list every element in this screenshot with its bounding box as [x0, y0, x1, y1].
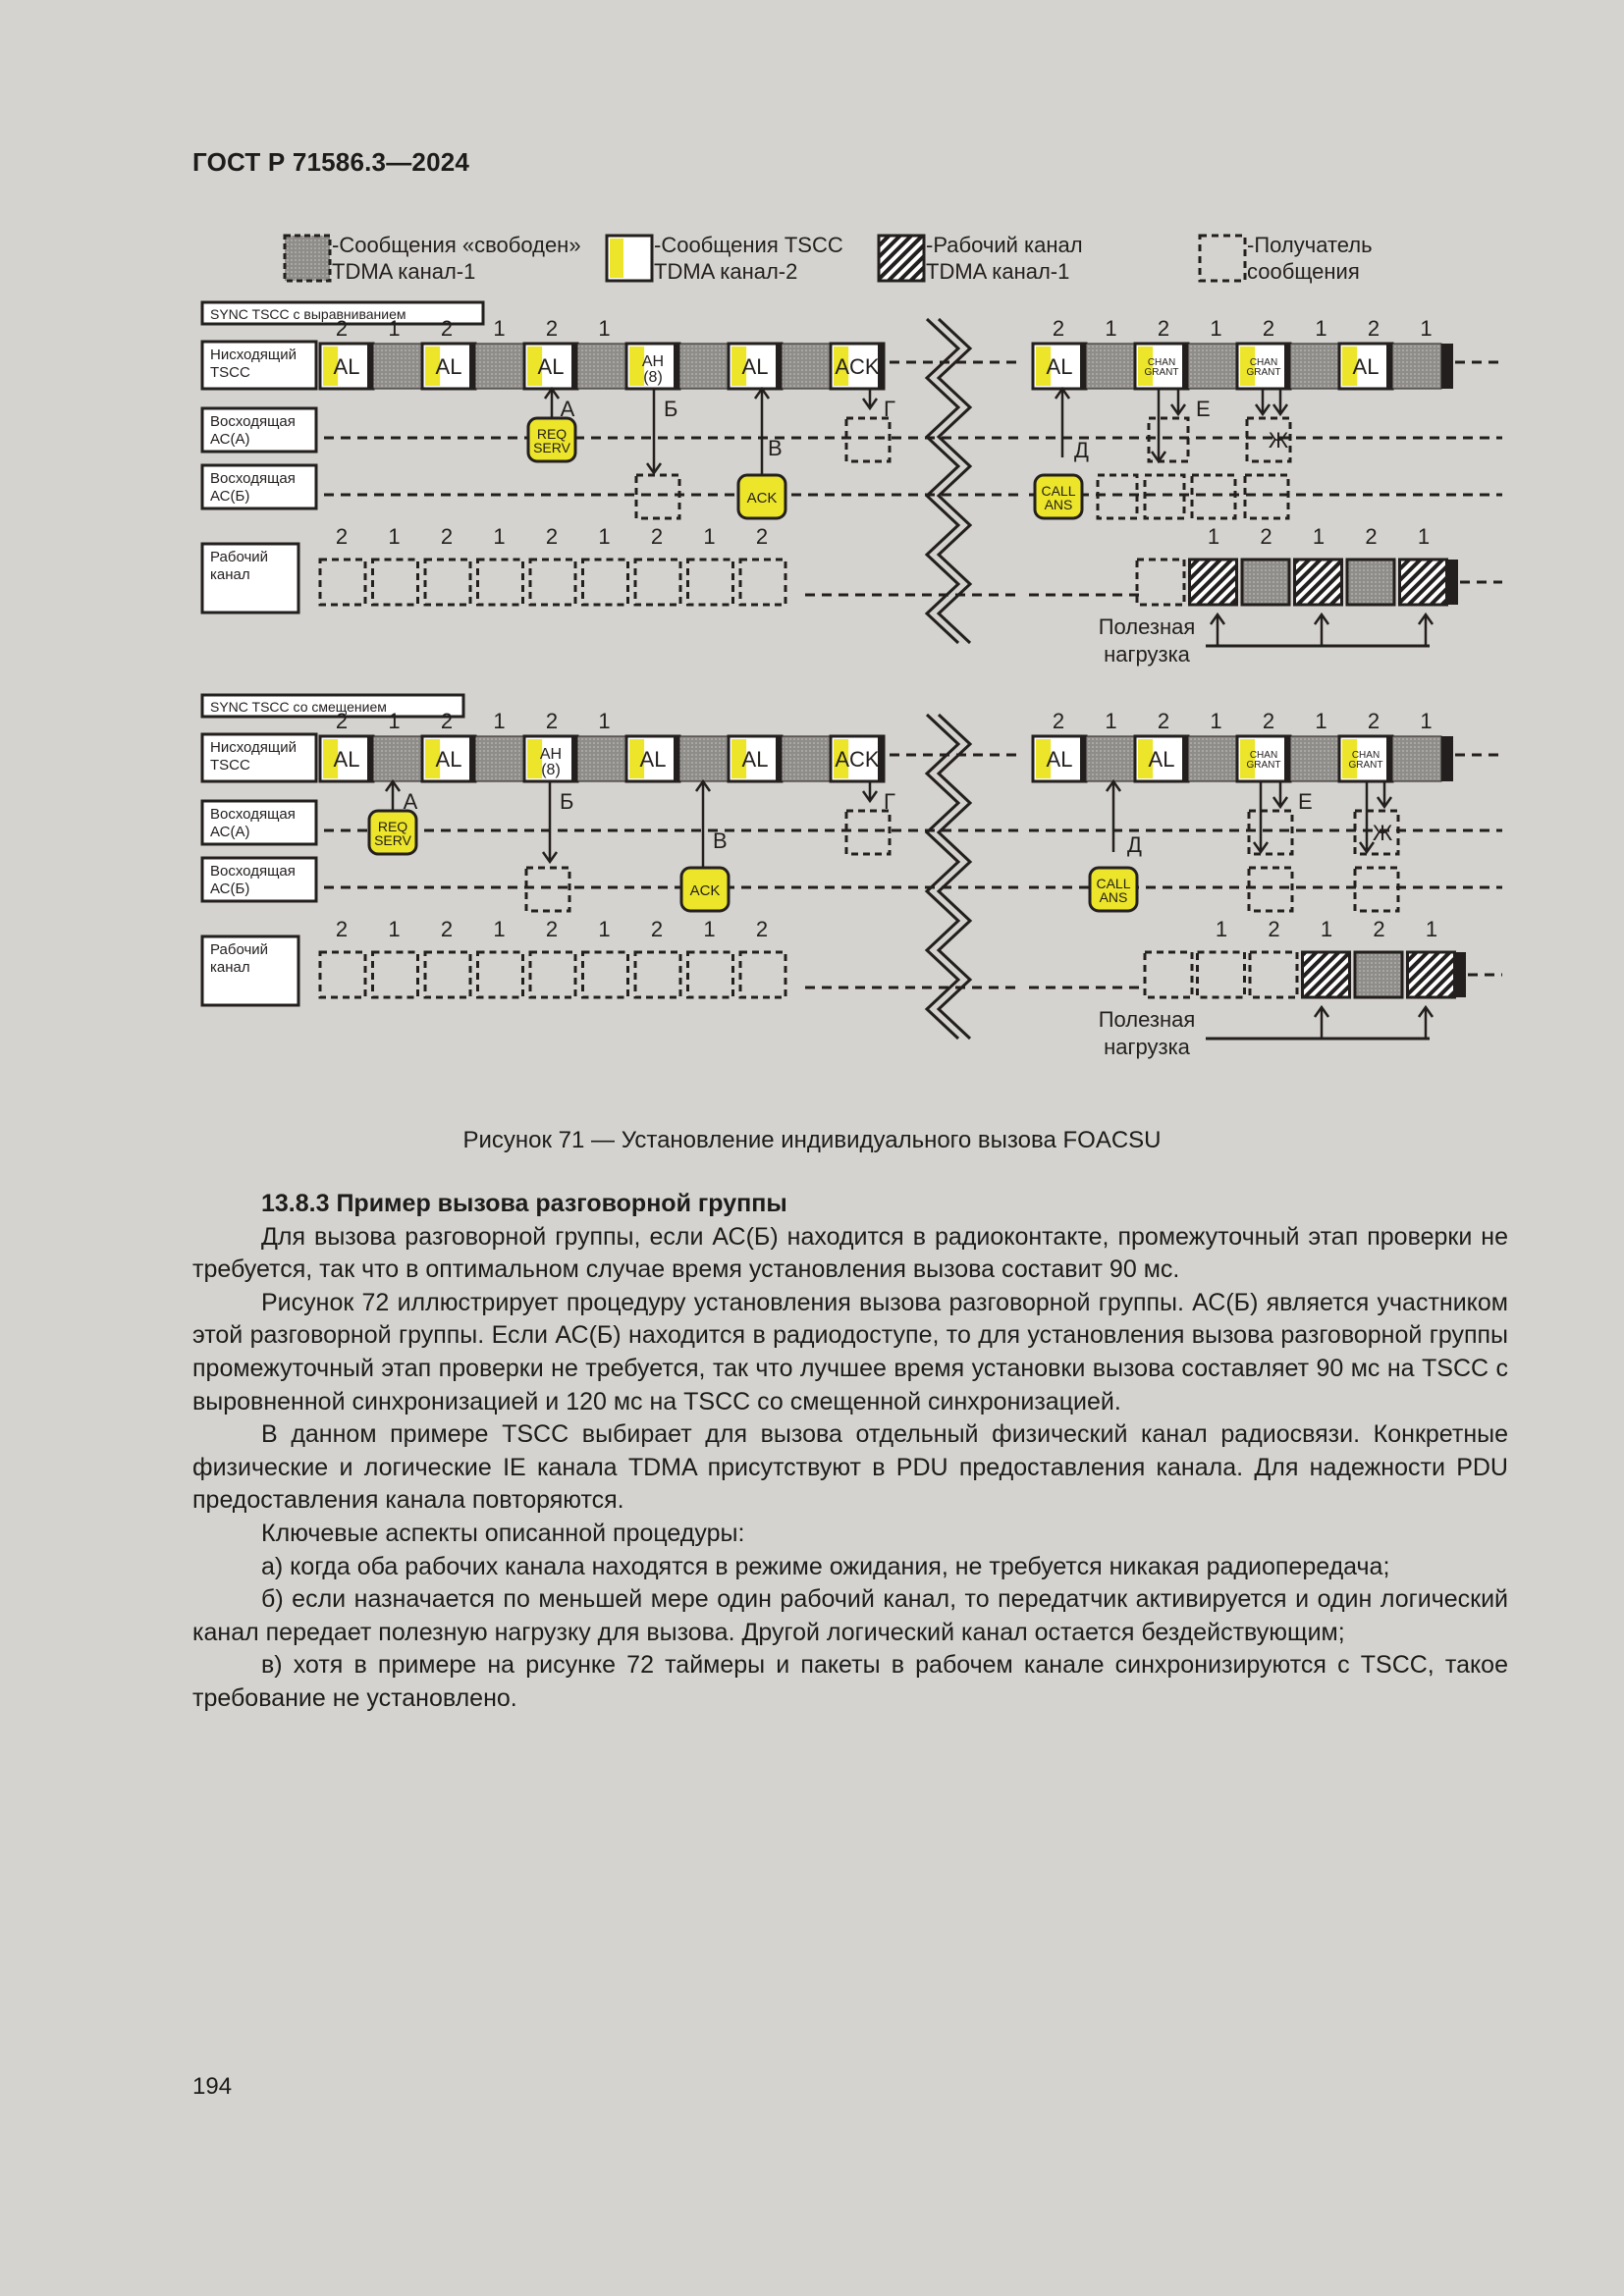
idle-slot	[782, 736, 831, 781]
row-label-uplink-a	[202, 801, 316, 844]
slot-label: AL	[537, 354, 565, 379]
downlink-message-slot	[1135, 344, 1188, 389]
row-label-text: Нисходящий	[210, 739, 298, 756]
downlink-message-slot	[729, 736, 782, 781]
slot-number: 1	[493, 524, 506, 549]
slot-number: 2	[1262, 709, 1275, 733]
recipient-slot	[1355, 868, 1398, 911]
slot-label: CHAN GRANT	[1144, 357, 1179, 378]
document-id: ГОСТ Р 71586.3—2024	[192, 147, 470, 177]
legend-line: TDMA канал-1	[332, 259, 476, 284]
downlink-message-slot	[831, 736, 884, 781]
paragraph: В данном примере TSCC выбирает для вызова отдельный физический канал радиосвязи. Конкретные физические и логические IE канала TDMA присутствуют в PDU предоставления канала. Для надежности PDU предоставления канала повторяются.	[192, 1420, 1508, 1515]
slot-edge	[1080, 736, 1086, 781]
idle-slot	[1392, 736, 1441, 781]
row-label-text: Восходящая	[210, 863, 296, 880]
slot-number: 2	[1052, 316, 1065, 341]
row-label-traffic	[202, 936, 298, 1005]
slot-number: 1	[1105, 316, 1117, 341]
slot-number: 1	[1420, 709, 1433, 733]
traffic-burst	[1190, 560, 1237, 605]
idle-message-icon	[285, 236, 330, 281]
traffic-burst	[1408, 952, 1455, 997]
payload-text: нагрузка	[1104, 642, 1190, 667]
traffic-burst	[1295, 560, 1342, 605]
slot-number: 2	[335, 524, 349, 549]
row-label-uplink-a	[202, 408, 316, 452]
legend-line: -Сообщения «свободен»	[332, 233, 581, 257]
slot-number: 1	[388, 316, 401, 341]
downlink-message-slot	[729, 344, 782, 389]
traffic-slot	[1250, 952, 1297, 997]
downlink-message-slot	[1339, 344, 1392, 389]
slot-number: 1	[598, 709, 611, 733]
slot-number: 2	[650, 917, 664, 941]
idle-slot	[679, 344, 729, 389]
traffic-slot	[478, 560, 523, 605]
traffic-slot	[425, 952, 470, 997]
idle-slot	[782, 344, 831, 389]
slot-label: AL	[435, 747, 462, 772]
slot-number: 1	[1215, 917, 1228, 941]
legend-line: сообщения	[1247, 259, 1360, 284]
recipient-slot	[526, 868, 569, 911]
message-recipient-icon	[1200, 236, 1245, 281]
slot-number: 1	[388, 524, 401, 549]
slot-number: 1	[1105, 709, 1117, 733]
slot-edge	[367, 344, 373, 389]
row-label-text: Рабочий	[210, 549, 269, 565]
title-text: SYNC TSCC с выравниванием	[210, 306, 406, 322]
traffic-slot	[583, 952, 628, 997]
slot-label: AL	[741, 354, 769, 379]
list-item: б) если назначается по меньшей мере один рабочий канал, то передатчик активируется и один логический канал передает полезную нагрузку для вызова. Другой логический канал остается бездействующим;	[192, 1585, 1508, 1646]
slot-label: AH (8)	[641, 353, 665, 386]
slot-number: 2	[650, 524, 664, 549]
downlink-message-slot	[320, 344, 373, 389]
idle-slot	[1188, 736, 1237, 781]
traffic-slot	[530, 952, 575, 997]
recipient-slot	[1249, 868, 1292, 911]
ack-message	[681, 868, 729, 911]
row-label-text: АС(А)	[210, 431, 250, 448]
slot-number: 2	[1373, 917, 1385, 941]
slot-number: 1	[388, 709, 401, 733]
downlink-message-slot	[1033, 736, 1086, 781]
slot-number: 1	[493, 709, 506, 733]
downlink-message-slot	[1033, 344, 1086, 389]
paragraph: Рисунок 72 иллюстрирует процедуру установления вызова разговорной группы. АС(Б) является участником этой разговорной группы. Если АС(Б) находится в радиодоступе, то для установления вызова разговорной группы промежуточный этап проверки не требуется, так что лучшее время установки вызова составляет 90 мс на TSCC с выровненной синхронизацией и 120 мс на TSCC со смещенной синхронизацией.	[192, 1288, 1508, 1415]
slot-number: 2	[335, 917, 349, 941]
downlink-message-slot	[422, 736, 475, 781]
slot-number: 2	[440, 524, 454, 549]
idle-slot	[1347, 560, 1394, 605]
idle-slot	[475, 344, 524, 389]
slot-number: 1	[1425, 917, 1438, 941]
slot-number: 2	[1262, 316, 1275, 341]
traffic-slot	[1137, 560, 1184, 605]
slot-edge	[469, 344, 475, 389]
payload-text: Полезная	[1098, 1007, 1196, 1032]
row-label-text: АС(Б)	[210, 488, 250, 505]
page-number: 194	[192, 2073, 233, 2100]
idle-slot	[1086, 736, 1135, 781]
slot-edge	[674, 344, 679, 389]
arrow-letter: Б	[664, 397, 678, 421]
figure-caption: Рисунок 71 — Установление индивидуального вызова FOACSU	[462, 1127, 1162, 1153]
downlink-message-slot	[626, 736, 679, 781]
slot-edge	[1441, 344, 1453, 389]
slot-number: 1	[1312, 524, 1326, 549]
downlink-message-slot	[1135, 736, 1188, 781]
payload-text: Полезная	[1098, 614, 1196, 639]
slot-number: 2	[335, 316, 349, 341]
slot-number: 2	[545, 316, 559, 341]
traffic-channel-icon	[879, 236, 924, 281]
slot-label: AH (8)	[539, 746, 563, 778]
tscc-message-icon	[607, 236, 652, 281]
recipient-slot	[1192, 475, 1235, 518]
slot-number: 1	[703, 524, 716, 549]
slot-label: CHAN GRANT	[1246, 750, 1281, 771]
downlink-message-slot	[1339, 736, 1392, 781]
slot-edge	[469, 736, 475, 781]
slot-label: AL	[435, 354, 462, 379]
traffic-slot	[373, 952, 418, 997]
row-label-traffic	[202, 544, 298, 613]
slot-edge	[1454, 952, 1466, 997]
list-item: а) когда оба рабочих канала находятся в режиме ожидания, не требуется никакая радиопередача;	[261, 1552, 1390, 1580]
icon-marker	[610, 239, 623, 278]
section-title: 13.8.3 Пример вызова разговорной группы	[261, 1190, 787, 1217]
arrow-letter: А	[403, 789, 418, 814]
slot-number: 1	[703, 917, 716, 941]
slot-number: 2	[1365, 524, 1378, 549]
slot-number: 2	[335, 709, 349, 733]
slot-edge	[1446, 560, 1458, 605]
arrow-letter: Д	[1127, 832, 1142, 857]
message-label: ACK	[689, 882, 721, 899]
req-serv-message	[528, 418, 575, 461]
row-label-uplink-b	[202, 465, 316, 508]
slot-number: 2	[545, 524, 559, 549]
slot-edge	[1080, 344, 1086, 389]
legend-item	[1200, 233, 1373, 284]
legend-item	[607, 233, 843, 284]
row-label-text: Нисходящий	[210, 347, 298, 363]
payload-label	[1099, 1007, 1196, 1059]
message-label: CALL ANS	[1096, 876, 1131, 905]
slot-label: AL	[1046, 747, 1073, 772]
downlink-message-slot	[320, 736, 373, 781]
idle-slot	[1188, 344, 1237, 389]
row-label-text: Восходящая	[210, 413, 296, 430]
slot-edge	[1182, 736, 1188, 781]
traffic-slot	[740, 952, 785, 997]
legend-line: -Рабочий канал	[926, 233, 1083, 257]
row-label-text: TSCC	[210, 757, 250, 774]
row-label-text: Восходящая	[210, 470, 296, 487]
slot-number: 2	[1268, 917, 1280, 941]
paragraph: Для вызова разговорной группы, если АС(Б) находится в радиоконтакте, промежуточный этап проверки не требуется, так что в оптимальном случае время установления вызова составит 90 мс.	[192, 1222, 1508, 1284]
slot-number: 1	[1417, 524, 1431, 549]
traffic-slot	[688, 952, 733, 997]
slot-label: AL	[333, 747, 360, 772]
body-text	[192, 1188, 1508, 1716]
downlink-message-slot	[524, 736, 577, 781]
traffic-slot	[583, 560, 628, 605]
downlink-message-slot	[422, 344, 475, 389]
slot-label: CHAN GRANT	[1246, 357, 1281, 378]
traffic-slot	[635, 560, 680, 605]
downlink-message-slot	[831, 344, 884, 389]
arrow-letter: Б	[560, 789, 574, 814]
row-label-text: Восходящая	[210, 806, 296, 823]
idle-slot	[1392, 344, 1441, 389]
downlink-message-slot	[1237, 736, 1290, 781]
req-serv-message	[369, 811, 416, 854]
call-ans-message	[1090, 868, 1137, 911]
call-ans-message	[1035, 475, 1082, 518]
row-label-text: Рабочий	[210, 941, 269, 958]
idle-slot	[475, 736, 524, 781]
idle-slot	[1242, 560, 1289, 605]
slot-number: 1	[1207, 524, 1220, 549]
slot-number: 2	[440, 709, 454, 733]
slot-number: 1	[388, 917, 401, 941]
message-label: REQ SERV	[374, 819, 411, 848]
slot-edge	[571, 344, 577, 389]
downlink-message-slot	[1237, 344, 1290, 389]
slot-label: ACK	[835, 354, 880, 379]
recipient-slot	[1145, 475, 1184, 518]
slot-number: 2	[1367, 316, 1380, 341]
legend-item	[879, 233, 1083, 284]
traffic-burst	[1303, 952, 1350, 997]
recipient-slot	[846, 418, 890, 461]
slot-number: 2	[1157, 316, 1170, 341]
row-label-downlink	[202, 342, 316, 389]
downlink-message-slot	[626, 344, 679, 389]
slot-number: 1	[1210, 316, 1222, 341]
message-label: CALL ANS	[1041, 483, 1076, 512]
idle-slot	[577, 736, 626, 781]
slot-number: 2	[440, 316, 454, 341]
slot-number: 1	[598, 316, 611, 341]
slot-number: 2	[755, 917, 769, 941]
slot-number: 2	[1260, 524, 1272, 549]
traffic-slot	[530, 560, 575, 605]
slot-edge	[1386, 736, 1392, 781]
idle-slot	[1355, 952, 1402, 997]
slot-label: ACK	[835, 747, 880, 772]
traffic-slot	[320, 560, 365, 605]
arrow-letter: Г	[884, 789, 895, 814]
row-label-text: АС(Б)	[210, 881, 250, 897]
slot-number: 1	[1210, 709, 1222, 733]
arrow-letter: Е	[1196, 397, 1211, 421]
traffic-burst	[1400, 560, 1447, 605]
recipient-slot	[1098, 475, 1137, 518]
list-item: в) хотя в примере на рисунке 72 таймеры и пакеты в рабочем канале синхронизируются с TSCC, такое требование не установлено.	[192, 1651, 1508, 1712]
payload-text: нагрузка	[1104, 1035, 1190, 1059]
message-label: REQ SERV	[533, 426, 570, 455]
arrow-letter: В	[768, 436, 783, 460]
paragraph: Ключевые аспекты описанной процедуры:	[261, 1519, 745, 1547]
row-label-text: АС(А)	[210, 824, 250, 840]
slot-number: 1	[1420, 316, 1433, 341]
legend-line: TDMA канал-1	[926, 259, 1070, 284]
message-label: ACK	[746, 490, 778, 507]
slot-edge	[1386, 344, 1392, 389]
legend-line: -Сообщения TSCC	[654, 233, 843, 257]
traffic-slot	[320, 952, 365, 997]
slot-number: 2	[1157, 709, 1170, 733]
slot-label: AL	[1046, 354, 1073, 379]
slot-edge	[1182, 344, 1188, 389]
arrow-letter: Е	[1298, 789, 1313, 814]
traffic-slot	[635, 952, 680, 997]
traffic-slot	[688, 560, 733, 605]
slot-edge	[1284, 736, 1290, 781]
row-label-text: канал	[210, 959, 250, 976]
downlink-message-slot	[524, 344, 577, 389]
recipient-slot	[1249, 811, 1292, 854]
slot-edge	[1284, 344, 1290, 389]
ack-message	[738, 475, 785, 518]
title-text: SYNC TSCC со смещением	[210, 699, 387, 715]
idle-slot	[373, 736, 422, 781]
legend-line: TDMA канал-2	[654, 259, 798, 284]
arrow-letter: Ж	[1268, 428, 1289, 453]
traffic-slot	[478, 952, 523, 997]
slot-number: 2	[440, 917, 454, 941]
arrow-letter: Г	[884, 397, 895, 421]
row-label-uplink-b	[202, 858, 316, 901]
slot-number: 2	[755, 524, 769, 549]
slot-label: AL	[333, 354, 360, 379]
arrow-letter: В	[713, 828, 728, 853]
slot-edge	[571, 736, 577, 781]
slot-number: 1	[598, 524, 611, 549]
arrow-letter: Д	[1074, 438, 1089, 462]
legend-line: -Получатель	[1247, 233, 1373, 257]
traffic-slot	[373, 560, 418, 605]
idle-slot	[1290, 344, 1339, 389]
recipient-slot	[636, 475, 679, 518]
slot-label: CHAN GRANT	[1348, 750, 1383, 771]
row-label-text: TSCC	[210, 364, 250, 381]
slot-number: 1	[493, 917, 506, 941]
slot-edge	[367, 736, 373, 781]
payload-label	[1099, 614, 1196, 667]
slot-number: 2	[545, 917, 559, 941]
traffic-slot	[740, 560, 785, 605]
slot-edge	[1441, 736, 1453, 781]
slot-number: 2	[545, 709, 559, 733]
idle-slot	[1290, 736, 1339, 781]
recipient-slot	[846, 811, 890, 854]
row-label-text: канал	[210, 566, 250, 583]
diagram-title	[202, 695, 463, 717]
slot-number: 1	[598, 917, 611, 941]
slot-number: 1	[1315, 709, 1327, 733]
slot-number: 1	[493, 316, 506, 341]
slot-number: 2	[1367, 709, 1380, 733]
traffic-slot	[1145, 952, 1192, 997]
slot-label: AL	[1352, 354, 1380, 379]
slot-number: 1	[1320, 917, 1333, 941]
figure-71-diagram	[0, 0, 1624, 1119]
traffic-slot	[1198, 952, 1245, 997]
slot-edge	[776, 736, 782, 781]
slot-edge	[674, 736, 679, 781]
row-label-downlink	[202, 734, 316, 781]
slot-label: AL	[1148, 747, 1175, 772]
idle-slot	[1086, 344, 1135, 389]
idle-slot	[373, 344, 422, 389]
slot-number: 1	[1315, 316, 1327, 341]
idle-slot	[577, 344, 626, 389]
slot-label: AL	[639, 747, 667, 772]
slot-number: 2	[1052, 709, 1065, 733]
recipient-slot	[1245, 475, 1288, 518]
arrow-letter: Ж	[1372, 821, 1393, 845]
slot-label: AL	[741, 747, 769, 772]
slot-edge	[776, 344, 782, 389]
arrow-letter: А	[560, 397, 575, 421]
idle-slot	[679, 736, 729, 781]
traffic-slot	[425, 560, 470, 605]
legend-item	[285, 233, 581, 284]
